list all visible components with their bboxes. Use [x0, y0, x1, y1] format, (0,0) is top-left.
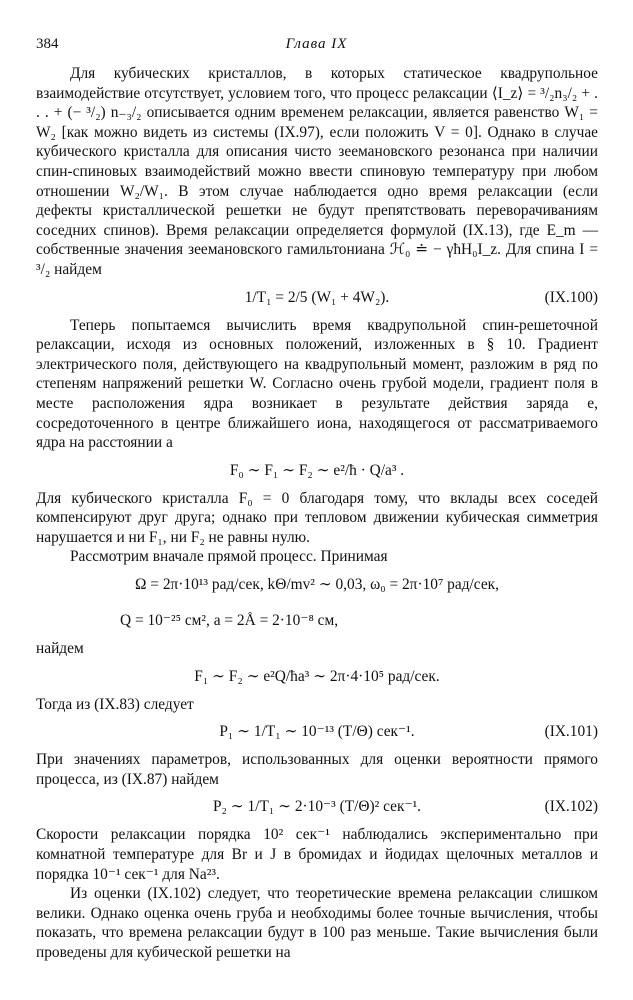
- page-number: 384: [36, 36, 59, 52]
- equation-ix-100-number: (IX.100): [544, 288, 598, 306]
- equation-params-2: [36, 603, 598, 639]
- equation-field-gradient-text: F₀ ∼ F₁ ∼ F₂ ∼ e²/ħ · Q/a³ .: [229, 461, 405, 479]
- equation-ix-101: [36, 714, 598, 750]
- page-header: [36, 36, 597, 56]
- equation-params-2-text: Q = 10⁻²⁵ см², a = 2Å = 2·10⁻⁸ см,: [120, 612, 339, 630]
- equation-ix-100-text: 1/T₁ = 2/5 (W₁ + 4W₂).: [244, 288, 390, 306]
- paragraph-3: Для кубического кристалла F₀ = 0 благодаря тому, что вклады всех соседей компенсируют друг друга; однако при тепловом движении кубическая симметрия нарушается и ни F₁, ни F₂ не равны нулю.: [36, 489, 598, 546]
- paragraph-9: Из оценки (IX.102) следует, что теоретические времена релаксации слишком велики. Однако оценка очень груба и необходимы более точные вычисления, чтобы показать, что времена релаксации будут в 100 раз меньше. Такие вычисления были проведены для кубической решетки на: [36, 885, 598, 961]
- paragraph-7: При значениях параметров, использованных для оценки вероятности прямого процесса, из (IX.87) найдем: [36, 751, 598, 788]
- paragraph-1: Для кубических кристаллов, в которых статическое квадрупольное взаимодействие отсутствует, условием того, что процесс релаксации ⟨I_z⟩ = ³/₂n₃/₂ + . . . + (− ³/₂) n₋₃/₂ описывается одним временем релаксации, является равенство W₁ = W₂ [как можно видеть из системы (IX.97), если положить V = 0]. Однако в случае кубического кристалла для описания чисто зеемановского резонанса при наличии спин-спиновых взаимодействий можно ввести спиновую температуру при любом отношении W₂/W₁. В этом случае наблюдается одно время релаксации (если дефекты кристаллической решетки не будут препятствовать переворачиваниям соседних спинов). Время релаксации определяется формулой (IX.13), где E_m — собственные значения зеемановского гамильтониана ℋ₀ ≐ − γħH₀I_z. Для спина I = ³/₂ найдем: [36, 65, 598, 278]
- paragraph-8: Скорости релаксации порядка 10² сек⁻¹ наблюдались экспериментально при комнатной температуре для Br и J в бромидах и йодидах щелочных металлов и порядка 10⁻¹ сек⁻¹ для Na²³.: [36, 826, 598, 883]
- equation-ix-101-number: (IX.101): [544, 723, 598, 741]
- equation-ix-102-text: P₂ ∼ 1/T₁ ∼ 2·10⁻³ (T/Θ)² сек⁻¹.: [212, 798, 422, 816]
- equation-ix-101-text: P₁ ∼ 1/T₁ ∼ 10⁻¹³ (T/Θ) сек⁻¹.: [219, 723, 415, 741]
- equation-params-1-text: Ω = 2π·10¹³ рад/сек, kΘ/mv² ∼ 0,03, ω₀ = 2π·10⁷ рад/сек,: [135, 576, 499, 594]
- chapter-title: Глава IX: [285, 36, 348, 52]
- paragraph-5: найдем: [36, 640, 84, 658]
- paragraph-6: Тогда из (IX.83) следует: [36, 695, 194, 713]
- paragraph-4: Рассмотрим вначале прямой процесс. Принимая: [70, 548, 388, 566]
- equation-f1-f2: [36, 659, 598, 695]
- equation-f1-f2-text: F₁ ∼ F₂ ∼ e²Q/ħa³ ∼ 2π·4·10⁵ рад/сек.: [194, 667, 440, 685]
- page-body: [36, 64, 598, 963]
- equation-ix-102-number: (IX.102): [544, 798, 598, 816]
- equation-params-1: [36, 567, 598, 603]
- equation-ix-102: [36, 789, 598, 825]
- equation-ix-100: [36, 280, 598, 316]
- paragraph-2: Теперь попытаемся вычислить время квадрупольной спин-решеточной релаксации, исходя из основных положений, изложенных в § 10. Градиент электрического поля, действующего на квадрупольный момент, разложим в ряд по степеням напряжений решетки W. Согласно очень грубой модели, градиент поля в месте расположения ядра возникает в результате действия заряда e, сосредоточенного в центре ближайшего иона, находящегося от рассматриваемого ядра на расстоянии a: [36, 316, 598, 452]
- equation-field-gradient: [36, 453, 598, 489]
